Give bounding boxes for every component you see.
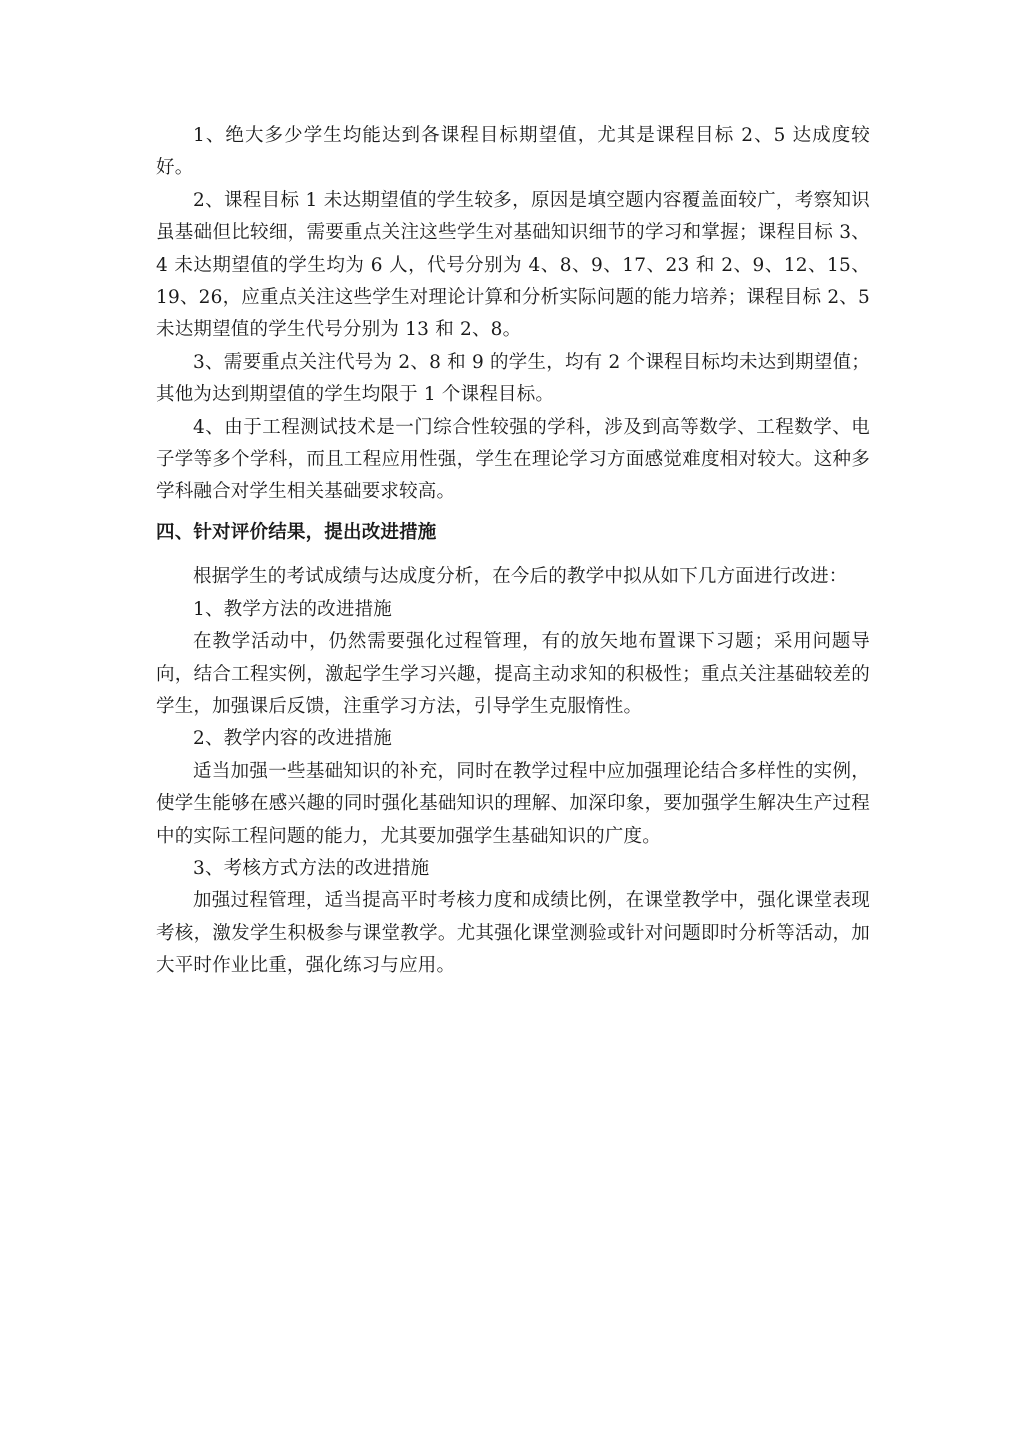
document-page [156,120,870,983]
conclusion-paragraph-1: 1、绝大多少学生均能达到各课程目标期望值，尤其是课程目标 2、5 达成度较好。 [156,125,870,179]
conclusion-paragraph-2: 2、课程目标 1 未达期望值的学生较多，原因是填空题内容覆盖面较广，考察知识虽基础但比较细，需要重点关注这些学生对基础知识细节的学习和掌握；课程目标 3、4 未达期望值的学生均为 6 人，代号分别为 4、8、9、17、23 和 2、9、12、15、19、26，应重点关注这些学生对理论计算和分析实际问题的能力培养；课程目标 2、5 未达期望值的学生代号分别为 13 和 2、8。 [156,189,870,341]
subsection-title-teaching-content: 2、教学内容的改进措施 [193,728,392,750]
subsection-title-teaching-method: 1、教学方法的改进措施 [193,598,392,620]
section-four-heading: 四、针对评价结果，提出改进措施 [156,521,437,543]
subsection-title-assessment: 3、考核方式方法的改进措施 [193,857,430,879]
spacer [156,549,870,561]
conclusion-paragraph-3: 3、需要重点关注代号为 2、8 和 9 的学生，均有 2 个课程目标均未达到期望值；其他为达到期望值的学生均限于 1 个课程目标。 [156,351,870,406]
conclusion-paragraph-4: 4、由于工程测试技术是一门综合性较强的学科，涉及到高等数学、工程数学、电子学等多个学科，而且工程应用性强，学生在理论学习方面感觉难度相对较大。这种多学科融合对学生相关基础要求较高。 [156,416,870,503]
subsection-body-assessment: 加强过程管理，适当提高平时考核力度和成绩比例，在课堂教学中，强化课堂表现考核，激发学生积极参与课堂教学。尤其强化课堂测验或针对问题即时分析等活动，加大平时作业比重，强化练习与应用。 [156,890,870,977]
subsection-body-teaching-content: 适当加强一些基础知识的补充，同时在教学过程中应加强理论结合多样性的实例，使学生能够在感兴趣的同时强化基础知识的理解、加深印象，要加强学生解决生产过程中的实际工程问题的能力，尤其要加强学生基础知识的广度。 [156,760,870,847]
improvement-intro: 根据学生的考试成绩与达成度分析，在今后的教学中拟从如下几方面进行改进： [193,566,848,588]
spacer [156,509,870,517]
subsection-body-teaching-method: 在教学活动中，仍然需要强化过程管理，有的放矢地布置课下习题；采用问题导向，结合工程实例，激起学生学习兴趣，提高主动求知的积极性；重点关注基础较差的学生，加强课后反馈，注重学习方法，引导学生克服惰性。 [156,631,870,717]
